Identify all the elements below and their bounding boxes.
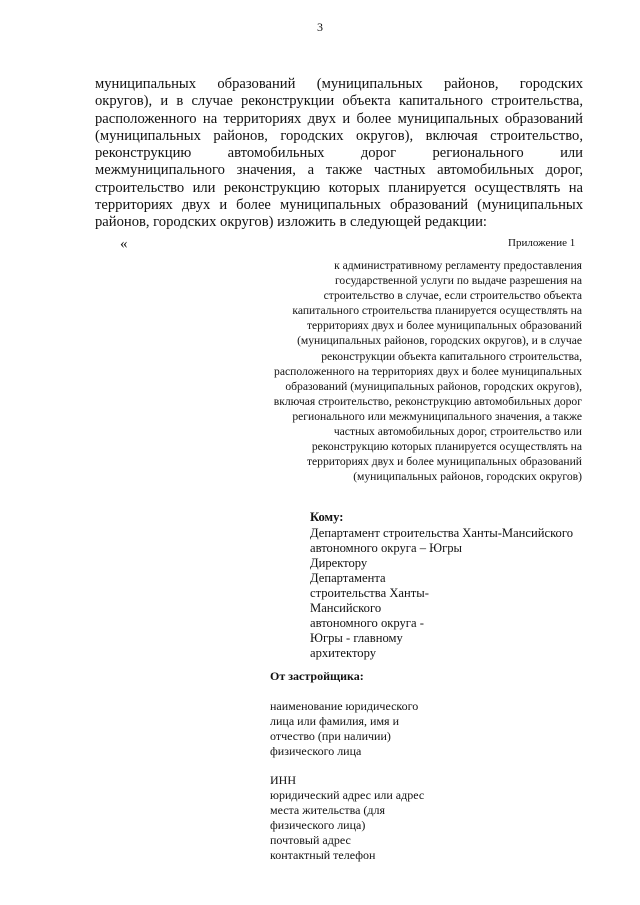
- page-number: 3: [317, 20, 323, 34]
- sender-contact-line: почтовый адрес: [270, 833, 351, 847]
- recipient-line: Югры - главному: [310, 631, 403, 645]
- appendix-description-line: расположенного на территориях двух и более муниципальных: [274, 364, 582, 378]
- spacer: [270, 759, 470, 773]
- sender-contact-line: места жительства (для: [270, 803, 386, 817]
- appendix-description: [252, 258, 582, 484]
- recipient-line: Департамент строительства Ханты-Мансийского: [310, 526, 573, 540]
- sender-name-line: физического лица: [270, 744, 362, 758]
- body-line: строительство или реконструкцию которых планируется осуществлять на: [95, 179, 583, 196]
- appendix-description-line: реконструкцию которых планируется осуществлять на: [311, 440, 582, 454]
- appendix-description-line: частных автомобильных дорог, строительство или: [333, 425, 582, 439]
- appendix-description-line: регионального или межмуниципального значения, а также: [292, 409, 582, 423]
- sender-block: [270, 669, 470, 863]
- spacer: [270, 684, 470, 699]
- body-line: (муниципальных районов, городских округов), включая строительство,: [95, 127, 583, 144]
- appendix-description-line: государственной услуги по выдаче разрешения на: [334, 274, 582, 288]
- sender-name-line: лица или фамилия, имя и: [270, 714, 399, 728]
- body-line: территориях двух и более муниципальных образований (муниципальных: [95, 197, 583, 214]
- sender-inn-label: ИНН: [270, 773, 296, 787]
- recipient-heading: Кому:: [310, 510, 344, 524]
- recipient-line: Директору: [310, 556, 368, 570]
- body-line: муниципальных образований (муниципальных районов, городских: [95, 76, 583, 92]
- body-line: реконструкцию автомобильных дорог регионального или: [95, 145, 583, 162]
- appendix-description-line: к административному регламенту предоставления: [334, 259, 582, 272]
- body-line: расположенного на территориях двух и более муниципальных образований: [95, 110, 583, 127]
- recipient-block: [310, 510, 580, 661]
- appendix-title: Приложение 1: [508, 237, 576, 249]
- appendix-description-line: образований (муниципальных районов, городских округов),: [285, 379, 582, 393]
- appendix-description-line: капитального строительства планируется осуществлять на: [292, 304, 582, 318]
- recipient-line: автономного округа – Югры: [310, 541, 463, 555]
- appendix-description-line: реконструкции объекта капитального строительства,: [321, 349, 582, 363]
- appendix-description-line: включая строительство, реконструкцию автомобильных дорог: [273, 394, 582, 408]
- sender-name-line: отчество (при наличии): [270, 729, 391, 743]
- appendix-description-line: (муниципальных районов, городских округов), и в случае: [297, 334, 582, 348]
- sender-contact-line: физического лица): [270, 818, 366, 832]
- recipient-line: автономного округа -: [310, 616, 424, 630]
- recipient-line: Департамента: [310, 571, 386, 585]
- sender-contact-line: юридический адрес или адрес: [270, 788, 425, 802]
- body-line: районов, городских округов) изложить в следующей редакции:: [95, 214, 487, 231]
- appendix-description-line: территориях двух и более муниципальных образований: [306, 319, 582, 333]
- body-line: межмуниципального значения, а также частных автомобильных дорог,: [95, 162, 583, 179]
- body-line: округов), и в случае реконструкции объекта капитального строительства,: [95, 93, 583, 110]
- appendix-description-line: (муниципальных районов, городских округов): [353, 470, 582, 484]
- recipient-line: архитектору: [310, 646, 377, 660]
- recipient-line: строительства Ханты-: [310, 586, 429, 600]
- appendix-description-line: территориях двух и более муниципальных образований: [306, 455, 582, 469]
- opening-quote-mark: «: [120, 236, 128, 252]
- recipient-line: Мансийского: [310, 601, 382, 615]
- sender-heading: От застройщика:: [270, 669, 364, 683]
- sender-contact-line: контактный телефон: [270, 848, 376, 862]
- body-paragraph: [95, 76, 583, 232]
- appendix-description-line: строительство в случае, если строительство объекта: [323, 289, 582, 303]
- sender-name-line: наименование юридического: [270, 699, 419, 713]
